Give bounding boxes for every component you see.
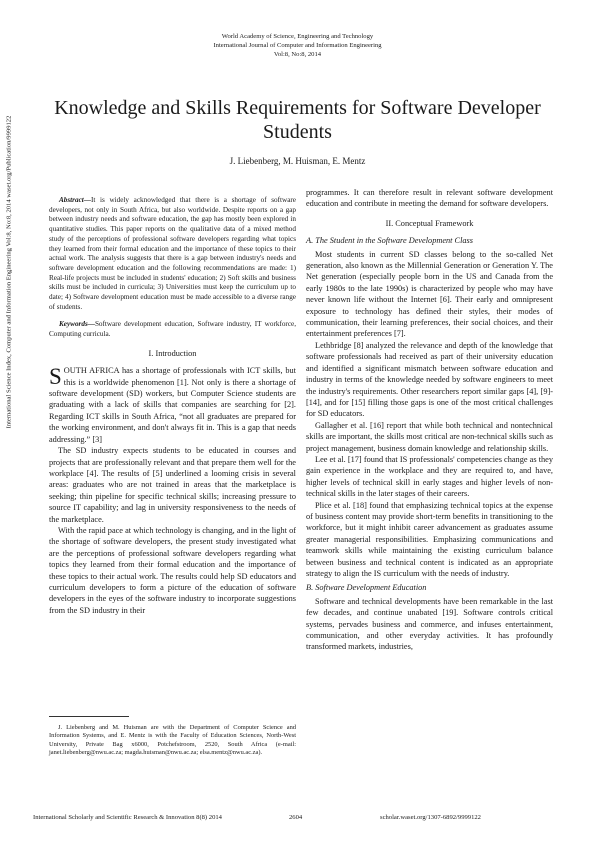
framework-paragraph-4: Lee et al. [17] found that IS professionals' competencies change as they gain experience in the workplace and they are required to, and have, higher levels of technical skill in early stages and higher levels of non-technical skills in the later stages of their careers. [306,454,553,499]
keywords [49,320,296,339]
header-line-1: World Academy of Science, Engineering and Technology [221,33,374,40]
subsection-heading-a: A. The Student in the Software Development Class [306,236,473,246]
framework-paragraph-5: Plice et al. [18] found that emphasizing technical topics at the expense of business content may provide short-term benefits in transitioning to the workforce, but it might inhibit career advancement as graduates assume greater managerial responsibilities. Emphasizing communications and teamwork skills while maintaining the existing curriculum balance between business and technical content is indicated as an appropriate strategy to align the IS curriculum with the needs of industry. [306,500,553,578]
footnote [49,724,296,757]
footer-url: scholar.waset.org/1307-6892/9999122 [380,814,481,821]
intro-continuation: programmes. It can therefore result in relevant software development education and contribute in meeting the demand for software developers. [306,188,553,209]
intro-paragraph-2: The SD industry expects students to be educated in courses and projects that are professionally relevant and that prepare them well for the workplace [4]. The results of [5] underlined a looming crisis in several areas: graduates who are not trained in areas that the marketplace is seeking; thin pipeline for specific technical skills; increasing pressure to source IT capability; and lag in university responsiveness to the needs of the marketplace. [49,446,296,524]
framework-paragraph-1: Most students in current SD classes belong to the so-called Net generation, also known as the Millennial Generation or Generation Y. The Net generation (especially people born in the US and Canada from the early 1980s to the late 1990s) is characterized by people who may have never known life without the Internet [6]. Their early and omnipresent exposure to technology has defined their styles, their modes of communication, their learning preferences, their social choices, and their entertainment preferences [7]. [306,249,553,339]
side-citation-text: International Science Index, Computer and Information Engineering Vol:8, No:8, 2014 waset.org/Publication/9999122 [5,115,13,429]
abstract-label: Abstract— [59,196,91,204]
header-line-3: Vol:8, No:8, 2014 [273,51,322,58]
intro-paragraph-1: SOUTH AFRICA has a shortage of professionals with ICT skills, but this is a worldwide phenomenon [1]. Not only is there a shortage of software development (SD) workers, but Computer Science students are graduating with a lack of skills that companies are searching for [2]. Regarding ICT skills in South Africa, “not all graduates are prepared for the working environment, and don't always fit in. This is a gap that needs addressing.” [3] [49,364,296,444]
page-number: 2604 [289,814,303,821]
left-column [49,196,296,616]
framework-paragraph-2: Lethbridge [8] analyzed the relevance and depth of the knowledge that software professionals had received as part of their university education and identified a significant mismatch between software education and industry in terms of the knowledge needed by software engineers to meet the industry's requirements. Other researchers report similar gaps [4], [9]-[14], and for [15] filling those gaps is one of the most critical challenges for SD educators. [306,340,553,419]
section-heading-introduction: I. Introduction [148,348,197,358]
journal-header [0,32,595,59]
drop-cap: S [49,364,62,390]
abstract-text: It is widely acknowledged that there is a shortage of software developers, not only in South Africa, but also worldwide. Despite reports on a gap between industry needs and software education, the gap has mostly been explored in quantitative studies. This paper reports on the qualitative data of a mixed method study of the perceptions of professional software developers regarding what topics they learned from their formal education and the importance of these topics to their actual work. The analysis suggests that there is a gap between industry's needs and software development education and the following recommendations are made: 1) Real-life projects must be included in students' education; 2) Soft skills and business skills must be included in curricula; 3) Universities must keep the curriculum up to date; 4) Software development education must be made accessible to a diverse range of students. [49,196,296,311]
footnote-text: J. Liebenberg and M. Huisman are with the Department of Computer Science and Information Systems, and E. Mentz is with the Faculty of Education Sciences, North-West University, Private Bag x6000, Potchefstroom, 2520, South Africa (e-mail: janet.liebenberg@nwu.ac.za; magda.huisman@nwu.ac.za; elsa.mentz@nwu.ac.za). [49,724,296,756]
right-column [306,187,553,653]
intro-paragraph-3: With the rapid pace at which technology is changing, and in the light of the shortage of software developers, the present study investigated what are the perceptions of professional software developers regarding what topics they learned from their formal education and the importance of these topics to their actual work. The results could help SD educators and curriculum developers to form a picture of the education of software developers in the eyes of the software industry to incorporate suggestions from the SD industry in their [49,525,296,615]
framework-paragraph-3: Gallagher et al. [16] report that while both technical and nontechnical skills are important, the skills most critical are non-technical skills such as project management, business domain knowledge and relationship skills. [306,420,553,453]
keywords-label: Keywords— [59,320,95,329]
abstract [49,196,296,312]
keywords-text: Software development education, Software industry, IT workforce, Computing curricula. [49,320,296,339]
education-paragraph-1: Software and technical developments have been remarkable in the last few decades, and continue unabated [19]. Software controls critical systems, pervades business and commerce, and infuses entertainment, communication, and other everyday activities. It has profoundly transformed markets, industries, [306,596,553,652]
paper-title: Knowledge and Skills Requirements for Software Developer Students [54,97,541,143]
footer-publisher: International Scholarly and Scientific Research & Innovation 8(8) 2014 [33,814,222,821]
subsection-heading-b: B. Software Development Education [306,583,427,593]
footnote-rule [49,716,129,717]
paper-authors: J. Liebenberg, M. Huisman, E. Mentz [229,156,366,166]
header-line-2: International Journal of Computer and Information Engineering [213,42,382,49]
section-heading-framework: II. Conceptual Framework [385,218,474,228]
